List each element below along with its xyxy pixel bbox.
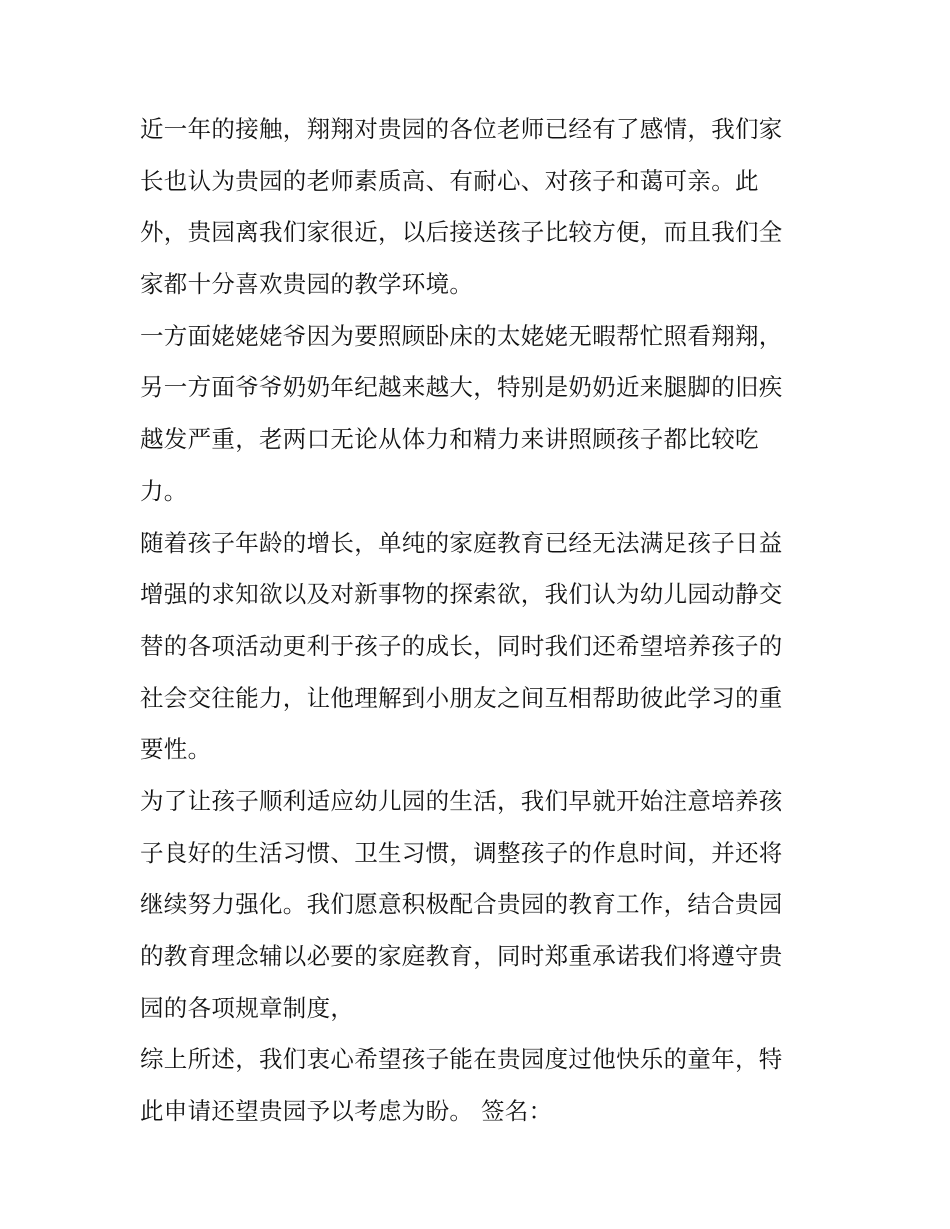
text-line: 随着孩子年龄的增长，单纯的家庭教育已经无法满足孩子日益 xyxy=(140,528,783,557)
text-line: 另一方面爷爷奶奶年纪越来越大，特别是奶奶近来腿脚的旧疾 xyxy=(140,373,783,402)
text-line: 一方面姥姥姥爷因为要照顾卧床的太姥姥无暇帮忙照看翔翔， xyxy=(140,321,783,350)
text-line: 近一年的接触，翔翔对贵园的各位老师已经有了感情，我们家 xyxy=(140,115,783,143)
text-line: 要性。 xyxy=(140,735,212,764)
text-line: 园的各项规章制度， xyxy=(140,993,355,1022)
text-line: 的教育理念辅以必要的家庭教育，同时郑重承诺我们将遵守贵 xyxy=(140,942,783,970)
text-line: 此申请还望贵园予以考虑为盼。 签名： xyxy=(140,1097,553,1126)
text-line: 社会交往能力，让他理解到小朋友之间互相帮助彼此学习的重 xyxy=(140,683,783,712)
text-line: 继续努力强化。我们愿意积极配合贵园的教育工作，结合贵园 xyxy=(140,890,783,919)
document-body xyxy=(140,104,820,1138)
text-line: 外，贵园离我们家很近，以后接送孩子比较方便，而且我们全 xyxy=(140,218,783,247)
text-line: 越发严重，老两口无论从体力和精力来讲照顾孩子都比较吃 xyxy=(140,425,759,454)
text-line: 增强的求知欲以及对新事物的探索欲，我们认为幼儿园动静交 xyxy=(140,580,783,609)
text-line: 综上所述，我们衷心希望孩子能在贵园度过他快乐的童年，特 xyxy=(140,1045,783,1074)
text-line: 力。 xyxy=(140,476,188,505)
text-line: 家都十分喜欢贵园的教学环境。 xyxy=(140,270,474,299)
text-line: 子良好的生活习惯、卫生习惯，调整孩子的作息时间，并还将 xyxy=(140,838,783,867)
text-line: 长也认为贵园的老师素质高、有耐心、对孩子和蔼可亲。此 xyxy=(140,166,759,195)
text-line: 替的各项活动更利于孩子的成长，同时我们还希望培养孩子的 xyxy=(140,631,783,660)
text-line: 为了让孩子顺利适应幼儿园的生活，我们早就开始注意培养孩 xyxy=(140,786,783,815)
